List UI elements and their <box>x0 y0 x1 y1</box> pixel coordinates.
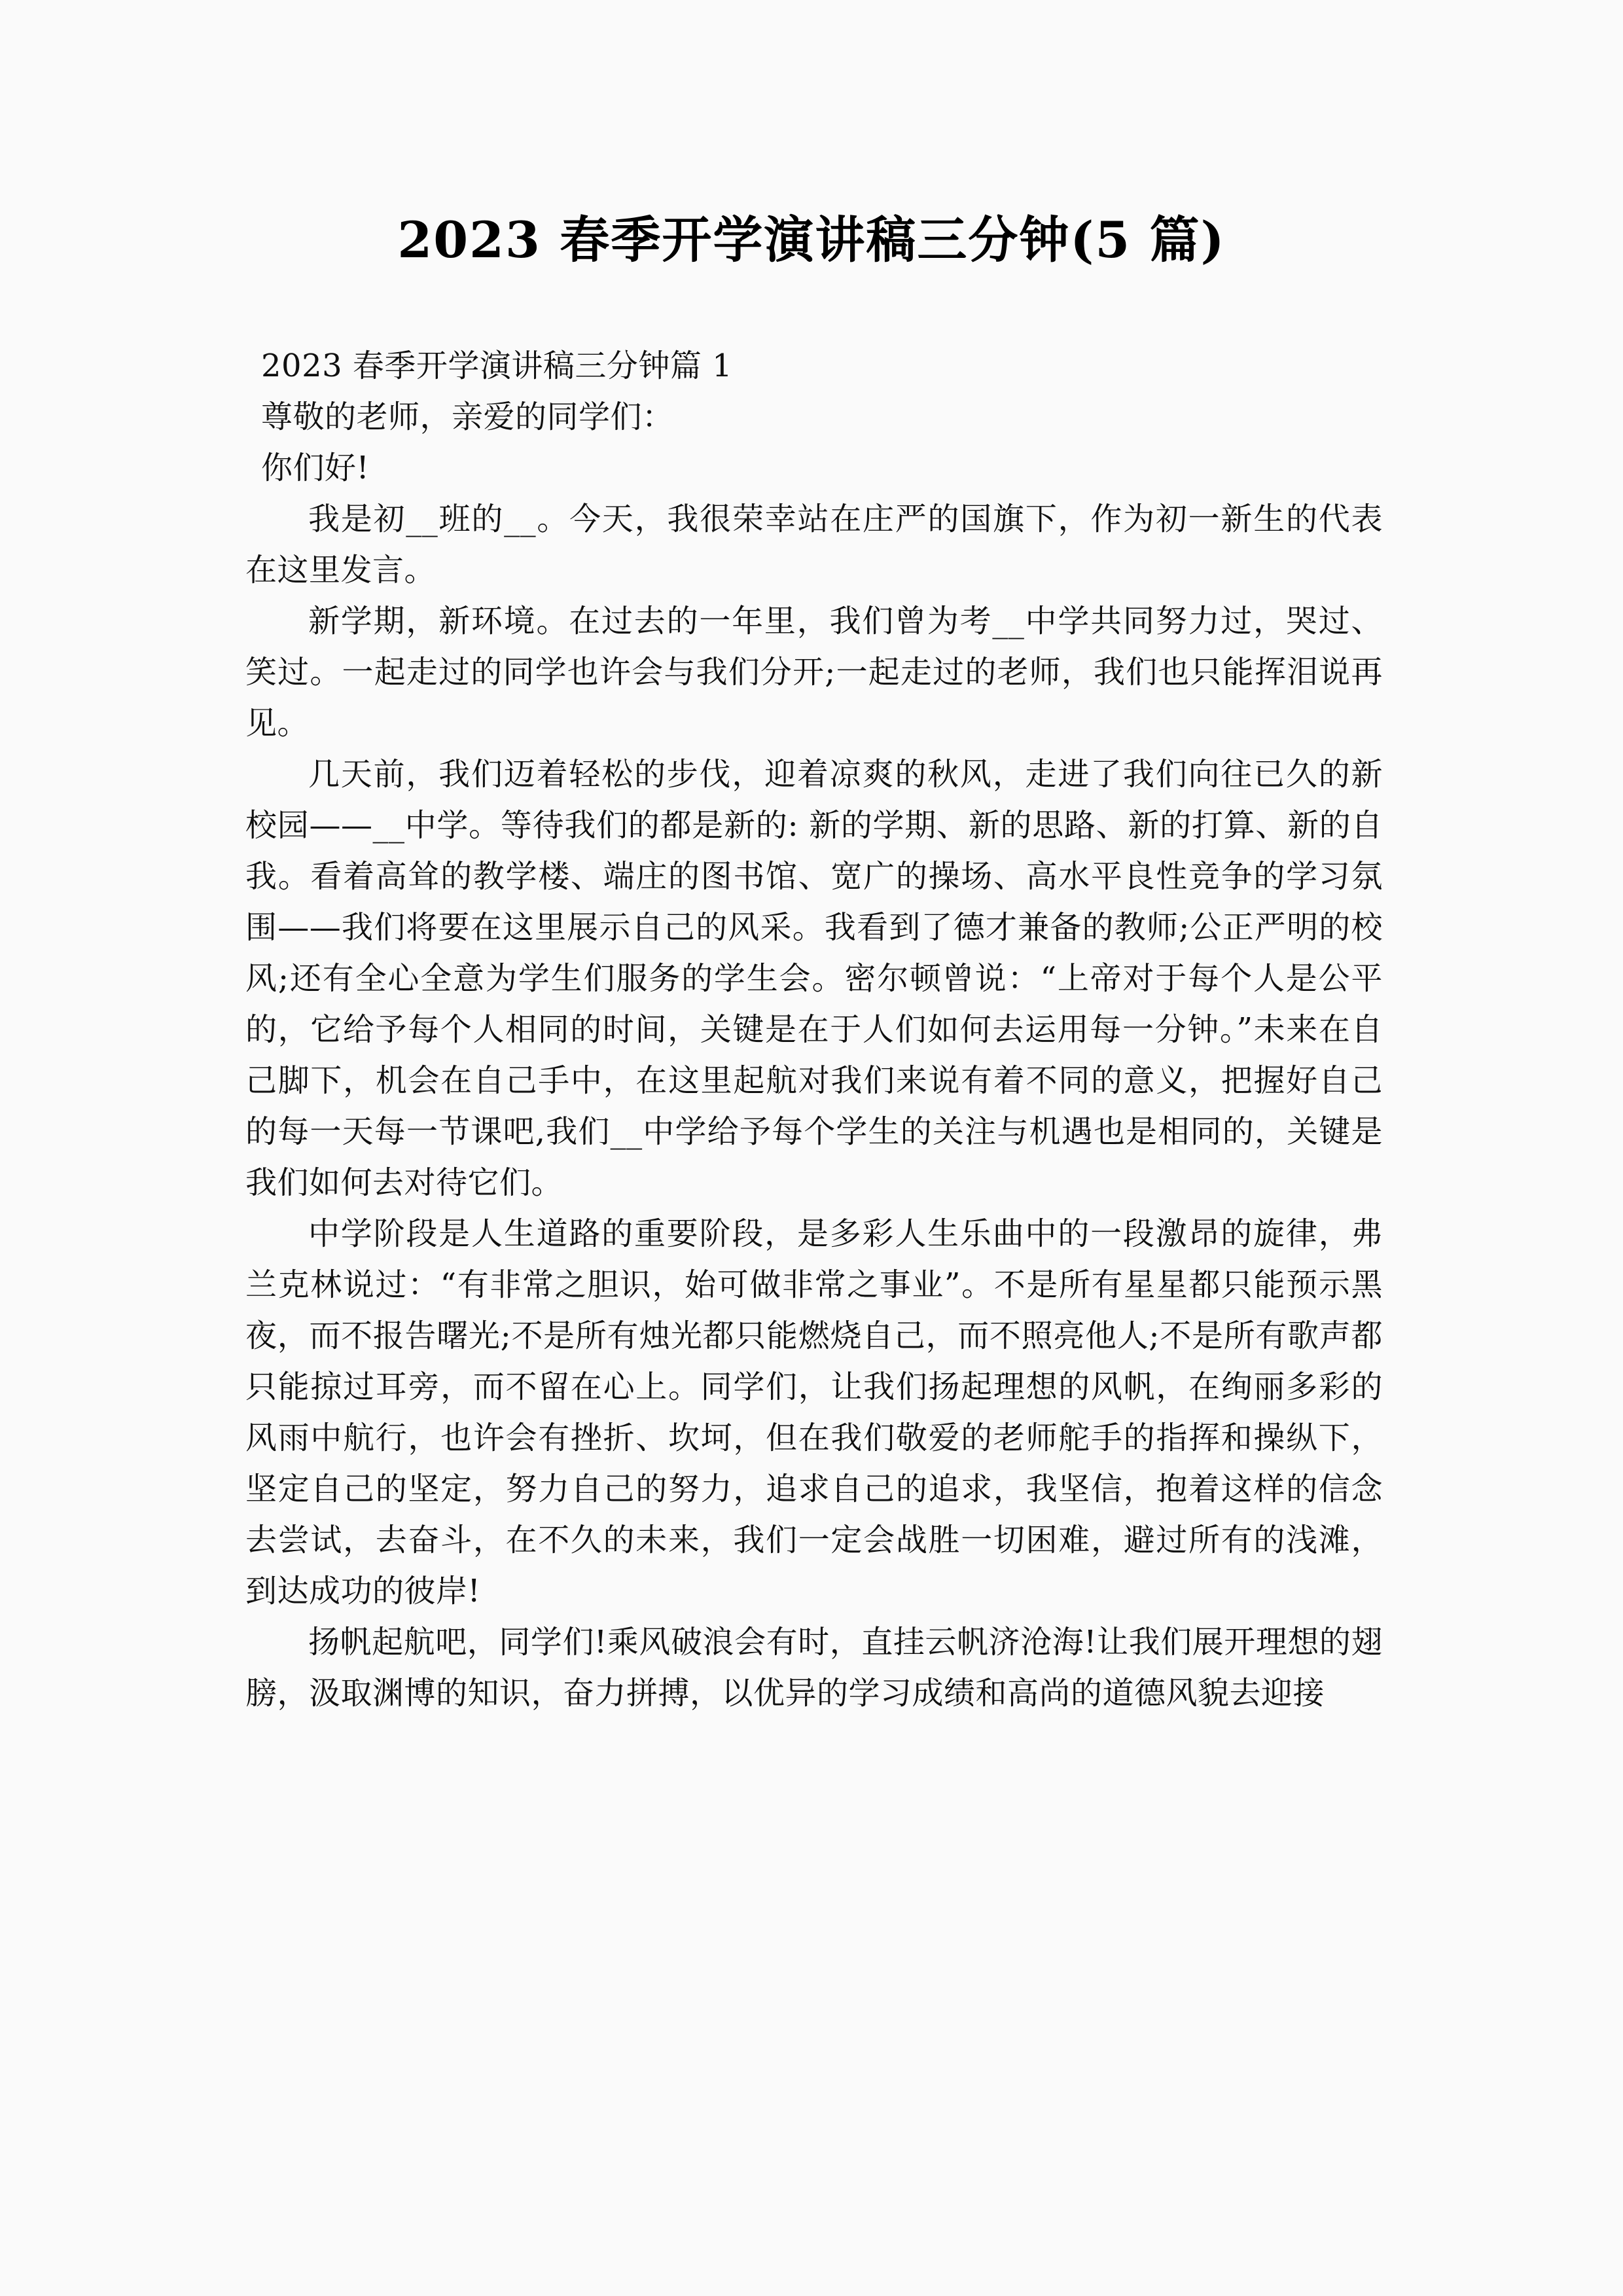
body-paragraph-4: 中学阶段是人生道路的重要阶段，是多彩人生乐曲中的一段激昂的旋律，弗兰克林说过：“有非常之胆识，始可做非常之事业”。不是所有星星都只能预示黑夜，而不报告曙光;不是所有烛光都只能燃烧自己，而不照亮他人;不是所有歌声都只能掠过耳旁，而不留在心上。同学们，让我们扬起理想的风帆，在绚丽多彩的风雨中航行，也许会有挫折、坎坷，但在我们敬爱的老师舵手的指挥和操纵下，坚定自己的坚定，努力自己的努力，追求自己的追求，我坚信，抱着这样的信念去尝试，去奋斗，在不久的未来，我们一定会战胜一切困难，避过所有的浅滩，到达成功的彼岸! <box>245 1215 1383 1609</box>
body-paragraph-2: 新学期，新环境。在过去的一年里，我们曾为考__中学共同努力过，哭过、笑过。一起走过的同学也许会与我们分开;一起走过的老师，我们也只能挥泪说再见。 <box>245 603 1383 742</box>
body-paragraph-1: 我是初__班的__。今天，我很荣幸站在庄严的国旗下，作为初一新生的代表在这里发言。 <box>245 501 1383 588</box>
section-heading: 2023 春季开学演讲稿三分钟篇 1 <box>261 348 733 384</box>
document-body <box>245 340 1383 1719</box>
salutation-line: 尊敬的老师，亲爱的同学们： <box>261 399 674 435</box>
page-title: 2023 春季开学演讲稿三分钟(5 篇) <box>397 210 1226 269</box>
body-paragraph-3: 几天前，我们迈着轻松的步伐，迎着凉爽的秋风，走进了我们向往已久的新校园——__中学。等待我们的都是新的: 新的学期、新的思路、新的打算、新的自我。看着高耸的教学楼、端庄的图书馆、宽广的操场、高水平良性竞争的学习氛围——我们将要在这里展示自己的风采。我看到了德才兼备的教师;公正严明的校风;还有全心全意为学生们服务的学生会。密尔顿曾说：“上帝对于每个人是公平的，它给予每个人相同的时间，关键是在于人们如何去运用每一分钟。”未来在自己脚下，机会在自己手中，在这里起航对我们来说有着不同的意义，把握好自己的每一天每一节课吧,我们__中学给予每个学生的关注与机遇也是相同的，关键是我们如何去对待它们。 <box>245 756 1383 1201</box>
greeting-line: 你们好! <box>261 450 370 486</box>
body-paragraph-5: 扬帆起航吧，同学们!乘风破浪会有时，直挂云帆济沧海!让我们展开理想的翅膀，汲取渊博的知识，奋力拼搏，以优异的学习成绩和高尚的道德风貌去迎接 <box>245 1624 1383 1712</box>
